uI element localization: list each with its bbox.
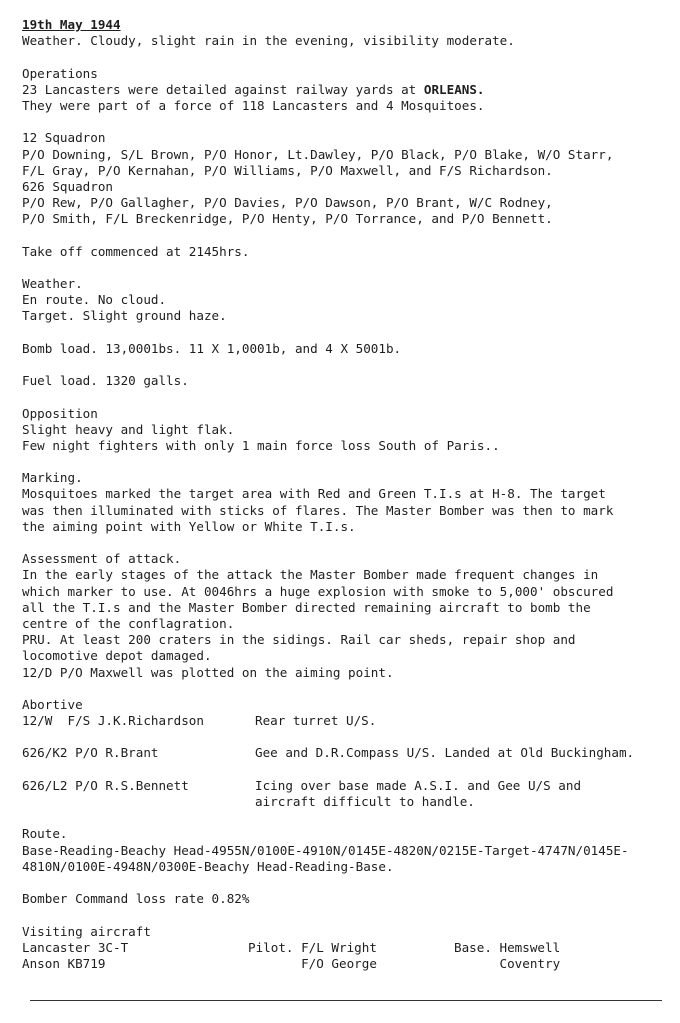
- opposition-flak: Slight heavy and light flak.: [22, 421, 235, 437]
- visiting-aircraft: Lancaster 3C-T: [22, 939, 129, 955]
- squadron-626-crew-line: P/O Rew, P/O Gallagher, P/O Davies, P/O Dawson, P/O Brant, W/C Rodney,: [22, 195, 553, 211]
- assessment-heading: Assessment of attack.: [22, 551, 182, 567]
- fuel-load: Fuel load. 1320 galls.: [22, 373, 189, 389]
- weather-heading: Weather.: [22, 276, 83, 291]
- operations-record-page: [22, 17, 672, 972]
- opposition-fighters: Few night fighters with only 1 main force loss South of Paris..: [22, 437, 500, 453]
- record-date: 19th May 1944: [22, 17, 121, 32]
- bomb-load: Bomb load. 13,0001bs. 11 X 1,0001b, and 4 X 5001b.: [22, 340, 402, 356]
- squadron-626-heading: 626 Squadron: [22, 178, 113, 194]
- marking-line: was then illuminated with sticks of flares. The Master Bomber was then to mark: [22, 502, 614, 518]
- weather-enroute: En route. No cloud.: [22, 292, 167, 308]
- route-heading: Route.: [22, 826, 68, 842]
- squadron-626-crew-line: P/O Smith, F/L Breckenridge, P/O Henty, P/O Torrance, and P/O Bennett.: [22, 211, 553, 227]
- route-line: 4810N/0100E-4948N/0300E-Beachy Head-Reading-Base.: [22, 858, 394, 874]
- target-name: ORLEANS.: [423, 81, 485, 97]
- squadron-12-crew-line: P/O Downing, S/L Brown, P/O Honor, Lt.Dawley, P/O Black, P/O Blake, W/O Starr,: [22, 146, 614, 162]
- abortive-reason: aircraft difficult to handle.: [255, 794, 475, 810]
- takeoff-time: Take off commenced at 2145hrs.: [22, 243, 250, 259]
- page-divider: [30, 1000, 662, 1001]
- abortive-heading: Abortive: [22, 696, 83, 712]
- abortive-reason: Rear turret U/S.: [255, 713, 377, 729]
- abortive-reason: Gee and D.R.Compass U/S. Landed at Old Buckingham.: [255, 745, 635, 761]
- squadron-12-heading: 12 Squadron: [22, 130, 106, 146]
- abortive-row-continued: [22, 794, 672, 810]
- visiting-base: Coventry: [454, 955, 561, 971]
- visiting-row: [22, 940, 672, 956]
- force-size: They were part of a force of 118 Lancasters and 4 Mosquitoes.: [22, 97, 485, 113]
- assessment-line: centre of the conflagration.: [22, 615, 235, 631]
- operations-heading: Operations: [22, 65, 98, 81]
- visiting-pilot: Pilot. F/L Wright: [248, 939, 377, 955]
- abortive-aircraft: 626/K2 P/O R.Brant: [22, 745, 159, 761]
- marking-heading: Marking.: [22, 470, 83, 486]
- assessment-line: 12/D P/O Maxwell was plotted on the aiming point.: [22, 664, 394, 680]
- opposition-heading: Opposition: [22, 405, 98, 421]
- visiting-pilot: F/O George: [248, 955, 377, 971]
- abortive-row: [22, 778, 672, 794]
- abortive-row: [22, 713, 672, 729]
- assessment-line: In the early stages of the attack the Master Bomber made frequent changes in: [22, 567, 599, 583]
- visiting-aircraft: Anson KB719: [22, 955, 106, 971]
- weather-summary: Weather. Cloudy, slight rain in the evening, visibility moderate.: [22, 33, 515, 49]
- squadron-12-crew-line: F/L Gray, P/O Kernahan, P/O Williams, P/O Maxwell, and F/S Richardson.: [22, 162, 553, 178]
- abortive-row: [22, 745, 672, 761]
- weather-target: Target. Slight ground haze.: [22, 308, 227, 324]
- visiting-base: Base. Hemswell: [454, 939, 561, 955]
- operations-detail-text: 23 Lancasters were detailed against railway yards at: [22, 81, 424, 97]
- visiting-heading: Visiting aircraft: [22, 923, 151, 939]
- abortive-aircraft: 626/L2 P/O R.S.Bennett: [22, 777, 189, 793]
- assessment-line: which marker to use. At 0046hrs a huge explosion with smoke to 5,000' obscured: [22, 583, 614, 599]
- assessment-line: locomotive depot damaged.: [22, 648, 212, 664]
- assessment-line: all the T.I.s and the Master Bomber directed remaining aircraft to bomb the: [22, 599, 591, 615]
- abortive-reason: Icing over base made A.S.I. and Gee U/S and: [255, 777, 582, 793]
- loss-rate: Bomber Command loss rate 0.82%: [22, 891, 250, 907]
- route-line: Base-Reading-Beachy Head-4955N/0100E-4910N/0145E-4820N/0215E-Target-4747N/0145E-: [22, 842, 629, 858]
- assessment-line: PRU. At least 200 craters in the sidings. Rail car sheds, repair shop and: [22, 632, 576, 648]
- marking-line: the aiming point with Yellow or White T.I.s.: [22, 518, 356, 534]
- operations-detail: [22, 82, 672, 98]
- abortive-aircraft: 12/W F/S J.K.Richardson: [22, 713, 204, 729]
- marking-line: Mosquitoes marked the target area with Red and Green T.I.s at H-8. The target: [22, 486, 606, 502]
- visiting-row: [22, 956, 672, 972]
